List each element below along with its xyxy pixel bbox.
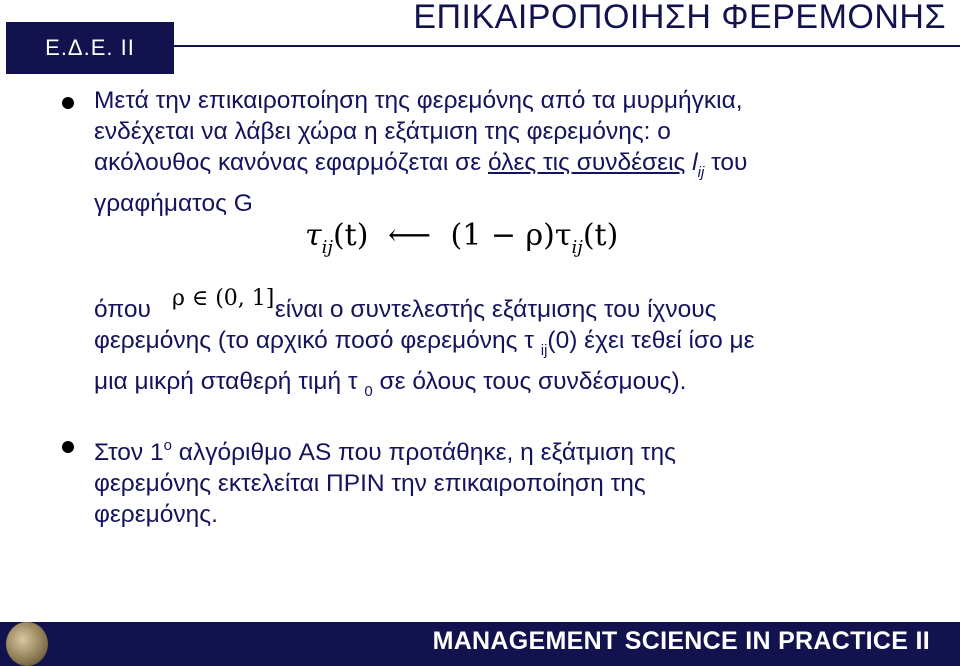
formula-rhs: (1 − ρ)τ — [450, 218, 572, 253]
where-word: όπου — [94, 296, 151, 323]
all-links-underlined: όλες τις συνδέσεις — [488, 149, 686, 176]
tau-ij-subscript: ij — [540, 342, 548, 359]
bullet-1-line-1: Μετά την επικαιροποίηση της φερεμόνης από τα μυρμήγκια, — [94, 87, 743, 114]
formula-lhs-arg: (t) — [332, 218, 369, 253]
explanation-line-2-end: (0) έχει τεθεί ίσο με — [547, 327, 755, 354]
coin-logo — [6, 622, 48, 666]
explanation-line-3 — [94, 366, 755, 407]
rho-condition-formula: ρ ∈ (0, 1] — [172, 286, 275, 311]
explanation-line-3-end: σε όλους τους συνδέσμους). — [372, 368, 687, 395]
bullet-dot-1 — [62, 97, 74, 109]
formula-arrow: ⟵ — [387, 218, 431, 253]
link-subscript: ij — [697, 164, 705, 181]
bullet-1-line-2: ενδέχεται να λάβει χώρα η εξάτμιση της φερεμόνης: ο — [94, 118, 671, 145]
bullet-1-line-3-end: του — [704, 149, 748, 176]
footer-text: MANAGEMENT SCIENCE IN PRACTICE II — [432, 627, 930, 655]
explanation-line-2 — [94, 325, 755, 366]
formula-lhs: τ — [305, 218, 322, 253]
bullet-1-line-3-start: ακόλουθος κανόνας εφαρμόζεται σε — [94, 149, 489, 176]
bullet-2-line-1 — [94, 430, 676, 468]
course-badge: Ε.Δ.Ε. ΙΙ — [6, 22, 174, 74]
bullet-1-line-3 — [94, 147, 747, 188]
bullet-2-text — [94, 430, 676, 530]
ordinal-superscript: ο — [163, 437, 172, 454]
formula-lhs-sub: ij — [321, 237, 333, 258]
tau-zero-subscript: 0 — [364, 383, 373, 400]
bullet-2-line-3: φερεμόνης. — [94, 501, 218, 528]
formula-rhs-arg: (t) — [582, 218, 619, 253]
title-rule — [174, 45, 960, 47]
bullet-1-text — [94, 85, 747, 219]
explanation-line-3-start: μια μικρή σταθερή τιμή τ — [94, 368, 365, 395]
explanation-line-2-start: φερεμόνης (το αρχικό ποσό φερεμόνης τ — [94, 327, 541, 354]
bullet-2-line-2: φερεμόνης εκτελείται ΠΡΙΝ την επικαιροποίηση της — [94, 470, 646, 497]
bullet-1-line-4: γραφήματος G — [94, 190, 253, 217]
bullet-dot-2 — [62, 441, 74, 453]
bullet-2-line-1-end: αλγόριθμο AS που προτάθηκε, η εξάτμιση της — [171, 439, 676, 466]
link-symbol: l — [685, 149, 698, 176]
bullet-2-line-1-start: Στον 1 — [94, 439, 164, 466]
formula-rhs-sub: ij — [571, 237, 583, 258]
explanation-line-1-rest: είναι ο συντελεστής εξάτμισης του ίχνους — [274, 296, 717, 323]
slide-title: ΕΠΙΚΑΙΡΟΠΟΙΗΣΗ ΦΕΡΕΜΟΝΗΣ — [413, 0, 946, 36]
evaporation-formula — [305, 218, 618, 258]
